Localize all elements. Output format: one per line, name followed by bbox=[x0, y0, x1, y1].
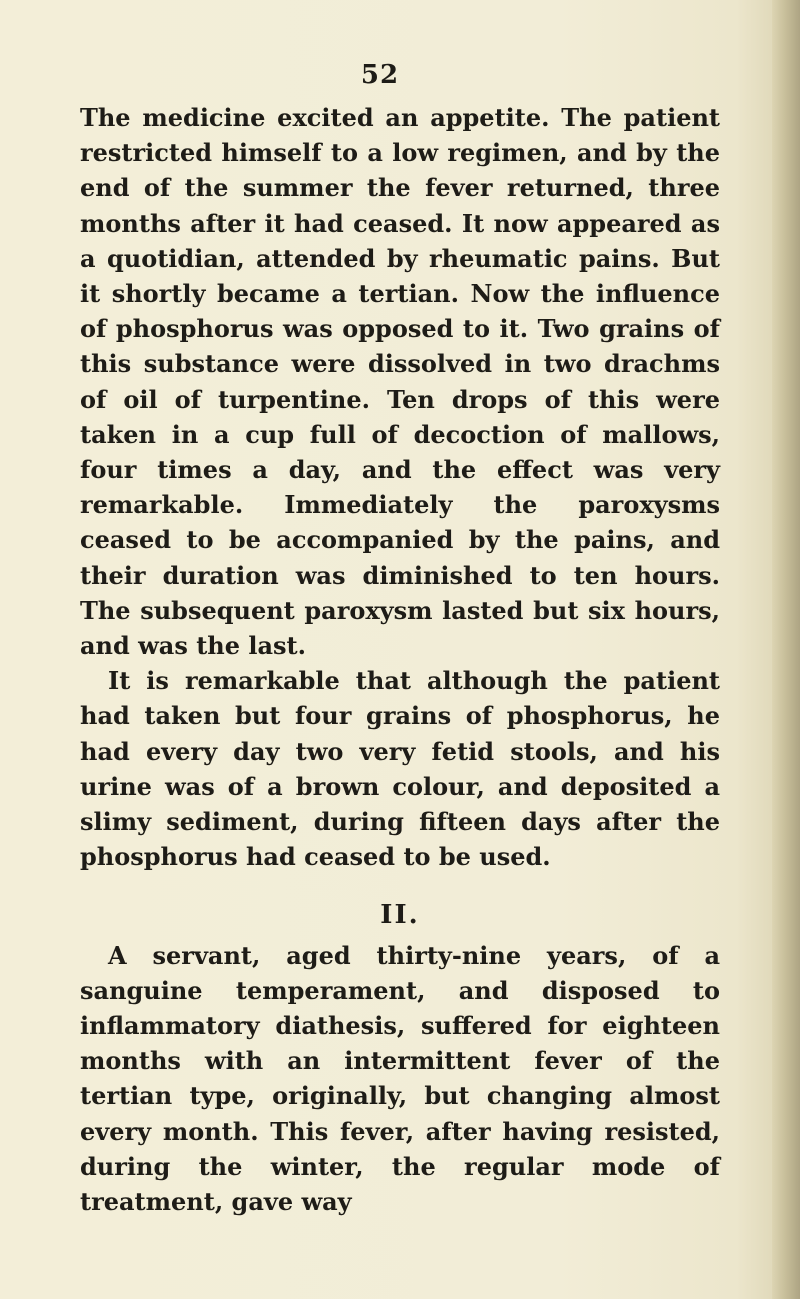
page-number: 52 bbox=[360, 60, 400, 90]
page-binding-edge bbox=[772, 0, 800, 1299]
paragraph-servant-case: A servant, aged thirty-nine years, of a sanguine temperament, and disposed to inflammatory diathesis, suffered for eighteen months with an intermittent fever of the tertian type, originally, but changing almost every month. This fever, after having resisted, during the winter, the regular mode of treatment, gave way bbox=[80, 940, 720, 1217]
page-text-block bbox=[80, 100, 720, 1219]
paragraph-phosphorus-remark: It is remarkable that although the patient had taken but four grains of phosphorus, he had every day two very fetid stools, and his urine was of a brown colour, and deposited a slimy sediment, during fifteen days after the phosphorus had ceased to be used. bbox=[80, 666, 720, 872]
paragraph-medicine-effect: The medicine excited an appetite. The patient restricted himself to a low regimen, and by the end of the summer the fever returned, three months after it had ceased. It now appeared as a quotidian, attended by rheumatic pains. But it shortly became a tertian. Now the influence of phosphorus was opposed to it. Two grains of this substance were dissolved in two drachms of oil of turpentine. Ten drops of this were taken in a cup full of decoction of mallows, four times a day, and the effect was very remarkable. Immediately the paroxysms ceased to be accompanied by the pains, and their duration was diminished to ten hours. The subsequent paroxysm lasted but six hours, and was the last. bbox=[80, 103, 720, 661]
section-heading: II. bbox=[380, 900, 420, 931]
